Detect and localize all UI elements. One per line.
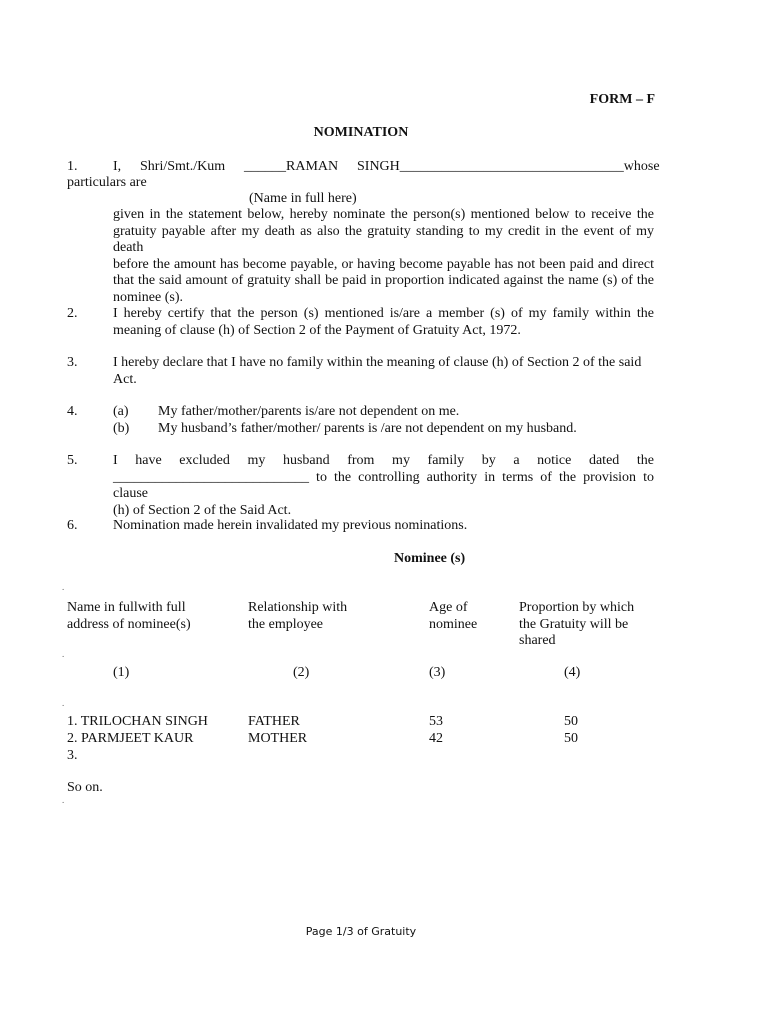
nominee-age: 42 [429,731,443,746]
paragraph-mark: . [62,795,65,805]
item2-line: I hereby certify that the person (s) mentioned is/are a member (s) of my family within the [113,306,654,321]
item5-body [113,453,654,519]
item1-line: that the said amount of gratuity shall be paid in proportion indicated against the name (s) of the [113,273,654,288]
column-header-name [67,600,191,633]
nominee-heading: Nominee (s) [394,551,466,566]
column-header-relationship [248,600,347,633]
header-line: shared [519,633,556,648]
header-line: Age of [429,600,468,615]
header-line: the Gratuity will be [519,616,629,632]
item3-line: Act. [113,371,137,387]
nominee-name: 3. [67,748,78,763]
item4-a-label: (a) [113,404,129,419]
column-header-age [429,600,477,633]
nominee-relationship: MOTHER [248,731,308,746]
header-line: nominee [429,616,478,632]
item4-b-label: (b) [113,421,130,436]
item4-b-text: My husband’s father/mother/ parents is /are not dependent on my husband. [158,421,577,436]
item2-body [113,306,654,339]
item6-text: Nomination made herein invalidated my previous nominations. [113,518,468,533]
item1-prefix: I, [113,159,122,174]
nominee-name: 1. TRILOCHAN SINGH [67,714,208,729]
nomination-heading: NOMINATION [313,125,409,140]
header-line: Relationship with [248,600,348,615]
nominee-proportion: 50 [564,714,578,729]
column-index: (1) [113,665,130,680]
nominee-name: 2. PARMJEET KAUR [67,731,194,746]
item5-line: (h) of Section 2 of the Said Act. [113,502,292,518]
column-index: (3) [429,665,446,680]
header-line: Name in fullwith full [67,600,186,615]
item3-number: 3. [67,355,78,370]
item1-line: gratuity payable after my death as also the gratuity standing to my credit in the event of my death [113,223,654,255]
header-line: the employee [248,616,324,632]
item6-number: 6. [67,518,78,533]
column-index: (4) [564,665,581,680]
nominee-relationship: FATHER [248,714,300,729]
item2-line: meaning of clause (h) of Section 2 of the Payment of Gratuity Act, 1972. [113,322,521,338]
paragraph-mark: . [62,698,65,708]
item2-number: 2. [67,306,78,321]
so-on-text: So on. [67,780,103,795]
item4-a-text: My father/mother/parents is/are not dependent on me. [158,404,460,419]
column-header-proportion [519,600,634,650]
header-line: address of nominee(s) [67,616,191,632]
paragraph-mark: . [62,582,65,592]
form-title: FORM – F [589,92,655,107]
item1-number: 1. [67,159,78,174]
item5-line: I have excluded my husband from my family by a notice dated the [113,453,654,468]
item1-continuation: particulars are [67,175,147,190]
column-index: (2) [293,665,310,680]
name-hint: (Name in full here) [249,191,357,206]
item1-name-line: ______RAMAN [244,159,339,174]
item1-line: nominee (s). [113,289,183,305]
item4-number: 4. [67,404,78,419]
item1-honorific: Shri/Smt./Kum [140,159,226,174]
item5-number: 5. [67,453,78,468]
page-footer: Page 1/3 of Gratuity [305,925,417,938]
item3-line: I hereby declare that I have no family within the meaning of clause (h) of Section 2 of the said [113,355,642,370]
item1-body [113,207,654,306]
item1-line: given in the statement below, hereby nominate the person(s) mentioned below to receive the [113,207,654,222]
item1-surname-line: SINGH________________________________whose [357,159,660,174]
paragraph-mark: . [62,649,65,659]
item5-line: ____________________________ to the controlling authority in terms of the provision to clause [113,469,654,501]
header-line: Proportion by which [519,600,635,615]
nominee-age: 53 [429,714,443,729]
nominee-proportion: 50 [564,731,578,746]
item1-line: before the amount has become payable, or having become payable has not been paid and direct [113,256,654,272]
item3-body [113,355,654,388]
